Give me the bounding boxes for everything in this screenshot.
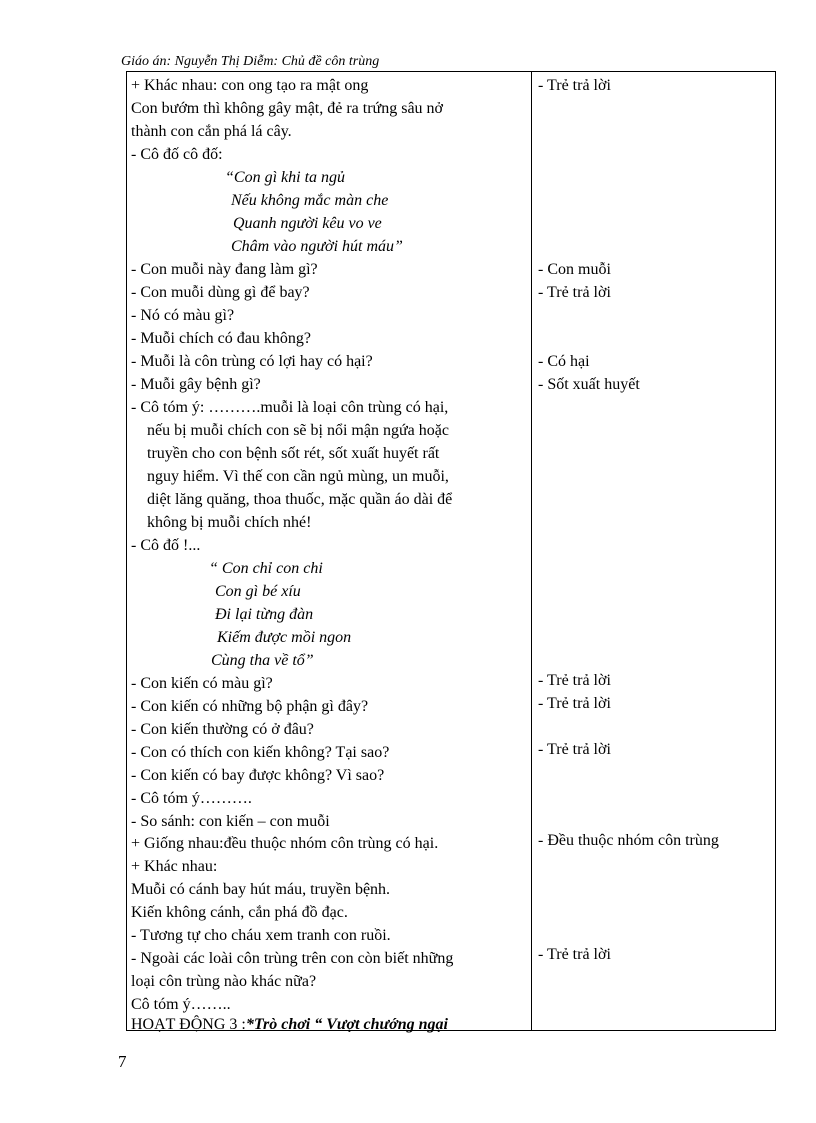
riddle-line: Cùng tha về tổ” [211,652,314,669]
left-line: Con bướm thì không gây mật, đẻ ra trứng sâu nở [131,100,443,117]
left-line: truyền cho con bệnh sốt rét, sốt xuất huyết rất [147,445,440,462]
left-line: - Tương tự cho cháu xem tranh con ruồi. [131,927,391,944]
riddle-line: Con gì bé xíu [215,583,301,600]
page-number: 7 [118,1052,127,1071]
left-line: - Con kiến có màu gì? [131,675,273,692]
left-line: Cô tóm ý…….. [131,996,231,1013]
activity-label: HOẠT ĐỘNG 3 : [131,1016,246,1033]
riddle-line: “Con gì khi ta ngủ [225,169,346,186]
document-header: Giáo án: Nguyễn Thị Diễm: Chủ đề côn trùng [121,54,380,69]
left-line: - Muỗi là côn trùng có lợi hay có hại? [131,353,373,370]
left-line: - Con kiến có những bộ phận gì đây? [131,698,369,715]
left-line: - Cô tóm ý………. [131,790,252,807]
right-line: - Sốt xuất huyết [538,376,640,393]
right-line: - Trẻ trả lời [538,77,611,94]
left-line: - Con kiến thường có ở đâu? [131,721,314,738]
right-line: - Trẻ trả lời [538,672,611,689]
left-line: - Ngoài các loài côn trùng trên con còn biết những [131,950,454,967]
right-line: - Đều thuộc nhóm côn trùng [538,832,719,849]
left-line: - So sánh: con kiến – con muỗi [131,813,330,830]
left-line: + Khác nhau: con ong tạo ra mật ong [131,77,369,94]
riddle-line: Đi lại từng đàn [215,606,314,623]
right-line: - Trẻ trả lời [538,741,611,758]
left-line: - Con có thích con kiến không? Tại sao? [131,744,390,761]
left-line: nguy hiểm. Vì thế con cần ngủ mùng, un muỗi, [147,468,449,485]
riddle-line: Nếu không mắc màn che [231,192,389,209]
left-line: - Cô đố cô đố: [131,146,223,163]
left-line: + Giống nhau:đều thuộc nhóm côn trùng có hại. [131,835,439,852]
right-line: - Trẻ trả lời [538,946,611,963]
left-line: nếu bị muỗi chích con sẽ bị nổi mận ngứa hoặc [147,422,449,439]
left-line: - Con kiến có bay được không? Vì sao? [131,767,385,784]
left-line: - Cô đố !... [131,537,201,554]
right-line: - Con muỗi [538,261,611,278]
left-line: - Con muỗi dùng gì để bay? [131,284,310,301]
lesson-table [126,71,776,1031]
left-line: - Nó có màu gì? [131,307,235,324]
left-line: loại côn trùng nào khác nữa? [131,973,317,990]
left-line: - Muỗi chích có đau không? [131,330,311,347]
riddle-line: Quanh người kêu vo ve [233,215,382,232]
left-line: - Cô tóm ý: ……….muỗi là loại côn trùng có hại, [131,399,449,416]
activity-heading [131,1015,448,1035]
right-line: - Có hại [538,353,590,370]
left-line: - Muỗi gây bệnh gì? [131,376,261,393]
riddle-line: Kiếm được mồi ngon [217,629,352,646]
riddle-line: “ Con chỉ con chi [209,560,323,577]
riddle-line: Châm vào người hút máu” [231,238,403,255]
left-line: diệt lăng quăng, thoa thuốc, mặc quần áo dài để [147,491,453,508]
column-divider [531,72,532,1030]
left-line: thành con cắn phá lá cây. [131,123,292,140]
right-line: - Trẻ trả lời [538,284,611,301]
right-line: - Trẻ trả lời [538,695,611,712]
left-line: Kiến không cánh, cắn phá đồ đạc. [131,904,348,921]
left-line: Muỗi có cánh bay hút máu, truyền bệnh. [131,881,391,898]
left-line: + Khác nhau: [131,858,218,875]
left-line: không bị muỗi chích nhé! [147,514,312,531]
left-line: - Con muỗi này đang làm gì? [131,261,318,278]
activity-title: *Trò chơi “ Vượt chướng ngại [245,1016,448,1033]
